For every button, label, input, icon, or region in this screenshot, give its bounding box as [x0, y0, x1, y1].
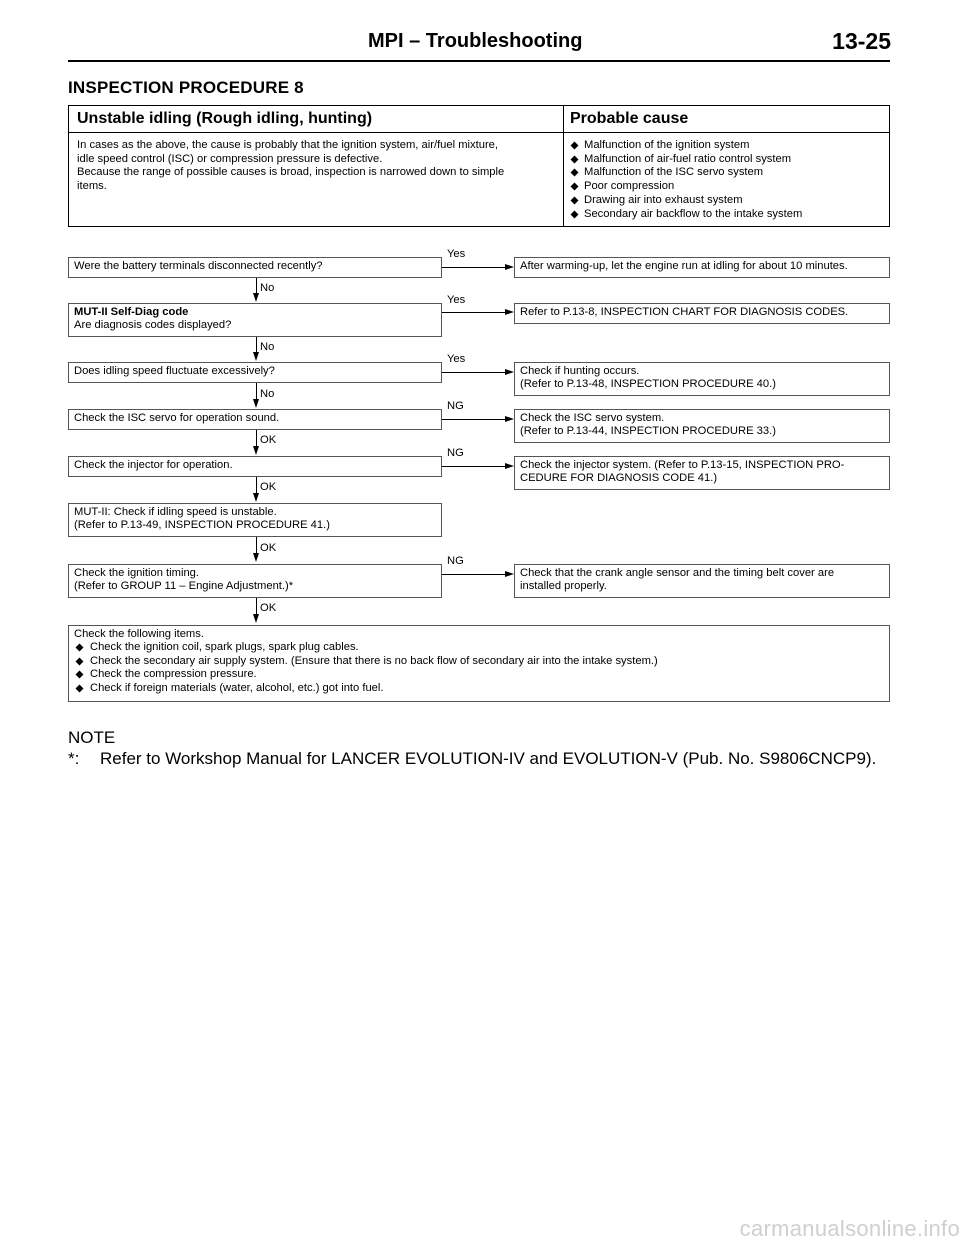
result-text: (Refer to P.13-44, INSPECTION PROCEDURE 33.)	[520, 425, 776, 438]
cause-item: Malfunction of the ignition system	[570, 139, 885, 153]
branch-line	[442, 372, 507, 373]
procedure-title: INSPECTION PROCEDURE 8	[68, 78, 304, 97]
arrow-down-icon	[253, 446, 259, 455]
branch-line	[442, 419, 507, 420]
result-text: Check the injector system. (Refer to P.13-15, INSPECTION PRO-	[520, 459, 845, 471]
branch-label: NG	[447, 400, 464, 412]
cause-item: Malfunction of the ISC servo system	[570, 166, 885, 180]
step-box-battery	[68, 257, 442, 278]
arrow-down-icon	[253, 399, 259, 408]
description-line: items.	[77, 180, 107, 193]
result-box-crank-angle	[514, 564, 890, 598]
arrow-down-icon	[253, 553, 259, 562]
arrow-right-icon	[505, 416, 514, 422]
arrow-down-icon	[253, 352, 259, 361]
arrow-down-icon	[253, 614, 259, 623]
description-line: In cases as the above, the cause is probably that the ignition system, air/fuel mixture,	[77, 139, 498, 151]
arrow-right-icon	[505, 264, 514, 270]
note-text: Refer to Workshop Manual for LANCER EVOLUTION-IV and EVOLUTION-V (Pub. No. S9806CNCP9).	[100, 749, 877, 768]
step-box-idle-fluctuate	[68, 362, 442, 383]
step-text-bold: MUT-II Self-Diag code	[74, 306, 189, 318]
result-text: Check the ISC servo system.	[520, 412, 665, 424]
step-text: Check the ISC servo for operation sound.	[74, 412, 280, 424]
result-box-injector-system	[514, 456, 890, 490]
cause-item: Poor compression	[570, 180, 885, 194]
branch-line	[442, 267, 507, 268]
result-box-hunting	[514, 362, 890, 396]
step-box-self-diag	[68, 303, 442, 337]
result-text: installed properly.	[520, 580, 607, 593]
description-line: idle speed control (ISC) or compression pressure is defective.	[77, 152, 383, 165]
result-text: Check that the crank angle sensor and the timing belt cover are	[520, 567, 835, 579]
result-box-warmup	[514, 257, 890, 278]
final-item: Check the ignition coil, spark plugs, spark plug cables.	[74, 641, 884, 654]
table-header-rule	[69, 132, 889, 133]
step-box-idle-unstable	[68, 503, 442, 537]
cause-item: Malfunction of air-fuel ratio control system	[570, 153, 885, 167]
arrow-down-icon	[253, 293, 259, 302]
note	[68, 749, 876, 769]
header-rule	[68, 60, 890, 62]
branch-label: NG	[447, 447, 464, 459]
final-item: Check the compression pressure.	[74, 668, 884, 681]
result-box-diag-chart	[514, 303, 890, 324]
result-text: Check if hunting occurs.	[520, 365, 640, 377]
flow-label: OK	[260, 542, 277, 554]
branch-label: NG	[447, 555, 464, 567]
result-text: (Refer to P.13-48, INSPECTION PROCEDURE 40.)	[520, 378, 776, 391]
cause-table	[68, 105, 890, 227]
page-header	[0, 0, 960, 64]
flow-label: No	[260, 341, 275, 353]
page-number: 13-25	[832, 28, 891, 54]
final-heading: Check the following items.	[74, 628, 204, 640]
final-check-box	[68, 625, 890, 702]
cause-item: Drawing air into exhaust system	[570, 194, 885, 208]
branch-line	[442, 312, 507, 313]
symptom-heading: Unstable idling (Rough idling, hunting)	[77, 110, 373, 127]
step-text	[74, 306, 436, 319]
arrow-down-icon	[253, 493, 259, 502]
flow-label: OK	[260, 434, 277, 446]
arrow-right-icon	[505, 571, 514, 577]
description-line: Because the range of possible causes is broad, inspection is narrowed down to simple	[77, 166, 505, 179]
step-text: Check the injector for operation.	[74, 459, 233, 471]
branch-line	[442, 574, 507, 575]
arrow-right-icon	[505, 309, 514, 315]
note-label: NOTE	[68, 728, 116, 747]
final-item: Check the secondary air supply system. (Ensure that there is no back flow of secondary air into the intake system.)	[74, 655, 884, 668]
step-box-isc-servo	[68, 409, 442, 430]
step-box-injector	[68, 456, 442, 477]
result-text: Refer to P.13-8, INSPECTION CHART FOR DIAGNOSIS CODES.	[520, 306, 849, 318]
arrow-right-icon	[505, 369, 514, 375]
flow-label: OK	[260, 602, 277, 614]
result-box-isc-system	[514, 409, 890, 443]
table-divider	[563, 106, 564, 226]
final-item: Check if foreign materials (water, alcohol, etc.) got into fuel.	[74, 682, 884, 695]
step-box-ignition-timing	[68, 564, 442, 598]
branch-label: Yes	[447, 248, 466, 260]
step-text: Does idling speed fluctuate excessively?	[74, 365, 275, 377]
section-title: MPI – Troubleshooting	[368, 30, 583, 52]
arrow-right-icon	[505, 463, 514, 469]
flow-label: No	[260, 282, 275, 294]
step-text: Check the ignition timing.	[74, 567, 199, 579]
step-text: Are diagnosis codes displayed?	[74, 319, 232, 332]
branch-label: Yes	[447, 353, 466, 365]
symptom-description	[77, 139, 557, 194]
step-text: Were the battery terminals disconnected recently?	[74, 260, 323, 272]
step-text: MUT-II: Check if idling speed is unstable.	[74, 506, 277, 518]
watermark: carmanualsonline.info	[739, 1216, 960, 1241]
cause-list	[570, 139, 885, 221]
note-mark: *:	[68, 749, 80, 768]
result-text: After warming-up, let the engine run at idling for about 10 minutes.	[520, 260, 848, 272]
cause-item: Secondary air backflow to the intake system	[570, 208, 885, 222]
flow-label: OK	[260, 481, 277, 493]
flow-label: No	[260, 388, 275, 400]
probable-cause-heading: Probable cause	[570, 110, 689, 127]
branch-label: Yes	[447, 294, 466, 306]
step-text: (Refer to P.13-49, INSPECTION PROCEDURE 41.)	[74, 519, 330, 532]
branch-line	[442, 466, 507, 467]
result-text: CEDURE FOR DIAGNOSIS CODE 41.)	[520, 472, 718, 485]
step-text: (Refer to GROUP 11 – Engine Adjustment.)*	[74, 580, 294, 593]
